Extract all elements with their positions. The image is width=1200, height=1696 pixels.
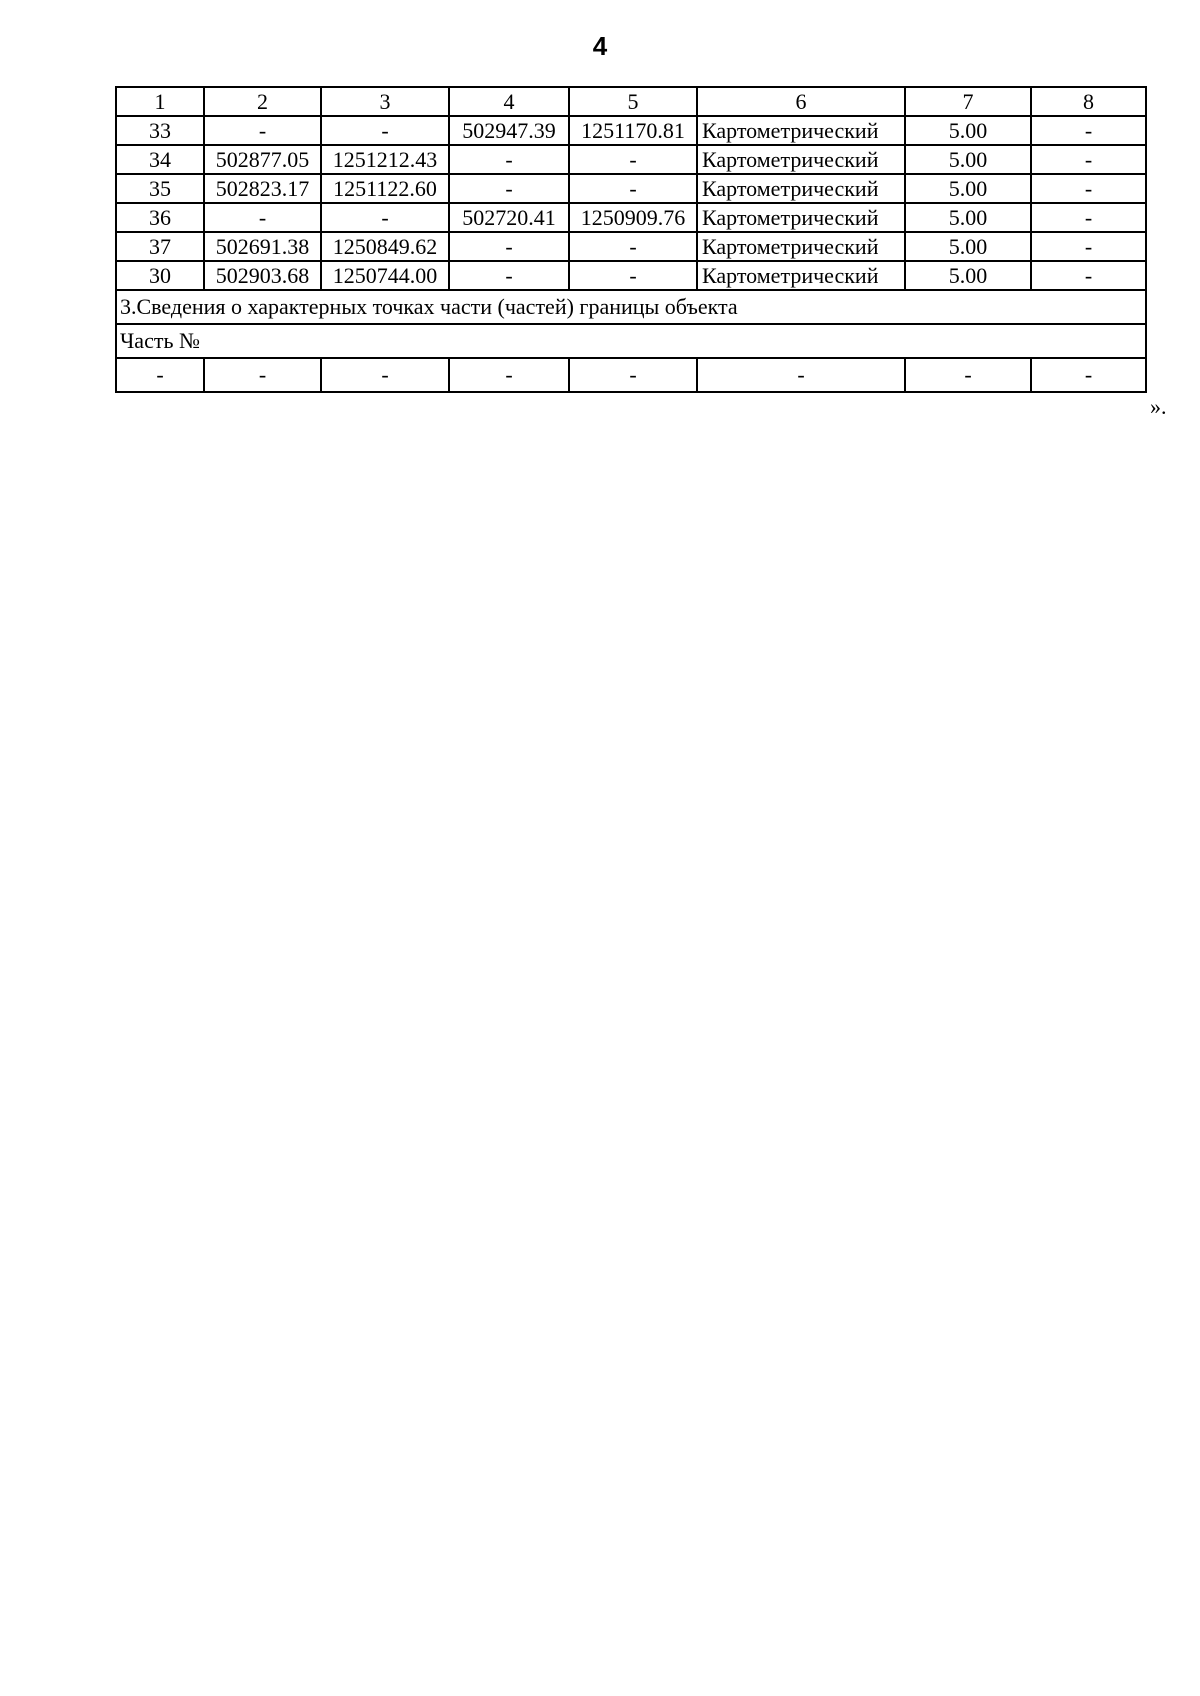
- table-cell: Картометрический: [697, 203, 905, 232]
- table-cell: 33: [116, 116, 204, 145]
- table-cell: 35: [116, 174, 204, 203]
- table-cell: -: [449, 232, 569, 261]
- table-cell: Картометрический: [697, 145, 905, 174]
- table-cell: -: [449, 261, 569, 290]
- table-cell: Картометрический: [697, 232, 905, 261]
- table-cell: -: [905, 358, 1031, 392]
- table-cell: 1251170.81: [569, 116, 697, 145]
- table-cell: -: [569, 145, 697, 174]
- table-cell: 1251122.60: [321, 174, 449, 203]
- part-points-row: [116, 358, 1146, 392]
- table-row: [116, 174, 1146, 203]
- table-cell: -: [321, 358, 449, 392]
- boundary-points-table: [115, 86, 1147, 393]
- table-header-row: [116, 87, 1146, 116]
- table-row: [116, 232, 1146, 261]
- table-cell: 37: [116, 232, 204, 261]
- part-label: Часть №: [116, 324, 1146, 358]
- table-cell: -: [569, 174, 697, 203]
- table-cell: -: [1031, 232, 1146, 261]
- table-cell: -: [204, 116, 321, 145]
- table-cell: 30: [116, 261, 204, 290]
- page-number: 4: [592, 31, 608, 61]
- table-cell: -: [1031, 116, 1146, 145]
- table-cell: 502903.68: [204, 261, 321, 290]
- table-cell: -: [1031, 203, 1146, 232]
- table-cell: 502691.38: [204, 232, 321, 261]
- section-title-row: [116, 290, 1146, 324]
- table-cell: -: [204, 358, 321, 392]
- table-row: [116, 116, 1146, 145]
- column-header: 4: [449, 87, 569, 116]
- table-cell: 502823.17: [204, 174, 321, 203]
- table-cell: -: [697, 358, 905, 392]
- table-cell: Картометрический: [697, 174, 905, 203]
- table-row: [116, 261, 1146, 290]
- table-cell: 5.00: [905, 116, 1031, 145]
- table-cell: -: [1031, 145, 1146, 174]
- table-cell: -: [449, 174, 569, 203]
- table-cell: 5.00: [905, 203, 1031, 232]
- column-header: 5: [569, 87, 697, 116]
- table-cell: -: [1031, 174, 1146, 203]
- table-cell: Картометрический: [697, 261, 905, 290]
- table-cell: -: [449, 145, 569, 174]
- table-cell: 36: [116, 203, 204, 232]
- table-cell: 502947.39: [449, 116, 569, 145]
- table-cell: Картометрический: [697, 116, 905, 145]
- table-cell: 1250744.00: [321, 261, 449, 290]
- part-label-row: [116, 324, 1146, 358]
- table-row: [116, 203, 1146, 232]
- column-header: 2: [204, 87, 321, 116]
- table-cell: -: [449, 358, 569, 392]
- table-cell: -: [321, 116, 449, 145]
- column-header: 7: [905, 87, 1031, 116]
- table-cell: 5.00: [905, 232, 1031, 261]
- table-cell: 5.00: [905, 174, 1031, 203]
- column-header: 1: [116, 87, 204, 116]
- table-cell: -: [1031, 358, 1146, 392]
- table-row: [116, 145, 1146, 174]
- table-cell: 1250909.76: [569, 203, 697, 232]
- column-header: 6: [697, 87, 905, 116]
- table-cell: -: [204, 203, 321, 232]
- closing-quote-mark: ».: [1150, 394, 1167, 419]
- table-cell: 1250849.62: [321, 232, 449, 261]
- table-cell: -: [569, 358, 697, 392]
- table-cell: -: [569, 261, 697, 290]
- table-cell: 5.00: [905, 145, 1031, 174]
- table-cell: -: [1031, 261, 1146, 290]
- table-cell: -: [116, 358, 204, 392]
- table-cell: 502877.05: [204, 145, 321, 174]
- column-header: 8: [1031, 87, 1146, 116]
- table-cell: 34: [116, 145, 204, 174]
- table-cell: 5.00: [905, 261, 1031, 290]
- table-cell: 1251212.43: [321, 145, 449, 174]
- section-title: 3.Сведения о характерных точках части (частей) границы объекта: [116, 290, 1146, 324]
- column-header: 3: [321, 87, 449, 116]
- table-cell: -: [569, 232, 697, 261]
- table-cell: -: [321, 203, 449, 232]
- table-cell: 502720.41: [449, 203, 569, 232]
